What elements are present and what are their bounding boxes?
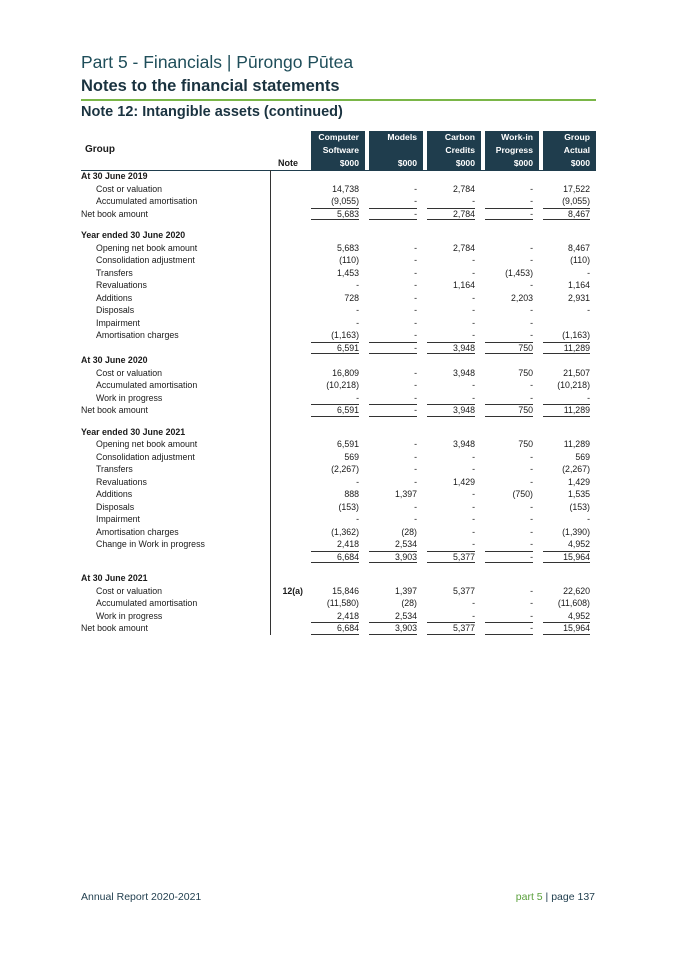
cell-work-in-progress: - xyxy=(530,255,533,265)
cell-models: 2,534 xyxy=(394,539,417,549)
cell-computer-software: (11,580) xyxy=(326,598,359,608)
cell-group-actual: (110) xyxy=(570,255,590,265)
cell-work-in-progress: - xyxy=(530,183,533,194)
cell-work-in-progress: 750 xyxy=(518,439,533,449)
cell-group-actual: (153) xyxy=(569,501,590,512)
cell-work-in-progress: - xyxy=(485,208,533,221)
cell-carbon-credits: 2,784 xyxy=(452,242,475,253)
footer-part: part 5 xyxy=(515,891,543,903)
row-label: Opening net book amount xyxy=(96,439,198,449)
cell-carbon-credits: 5,377 xyxy=(427,551,475,564)
cell-computer-software: 1,453 xyxy=(336,267,359,278)
cell-computer-software: 5,683 xyxy=(311,208,359,221)
cell-computer-software: - xyxy=(356,514,359,524)
table-row xyxy=(81,476,596,489)
column-header-work-in-progress xyxy=(485,131,539,170)
cell-carbon-credits: 5,377 xyxy=(427,622,475,635)
cell-models: - xyxy=(414,242,417,253)
cell-computer-software: (110) xyxy=(339,255,359,265)
cell-carbon-credits: - xyxy=(472,292,475,303)
table-row xyxy=(81,438,596,451)
row-label: Work in progress xyxy=(96,392,163,403)
column-header-line: Software xyxy=(322,145,359,155)
cell-models: (28) xyxy=(401,598,417,608)
row-label: At 30 June 2021 xyxy=(81,573,148,583)
cell-carbon-credits: - xyxy=(472,451,475,462)
cell-carbon-credits: - xyxy=(472,526,475,537)
cell-models: - xyxy=(414,196,417,206)
column-header-line: Progress xyxy=(495,145,533,155)
cell-models: - xyxy=(414,330,417,340)
cell-work-in-progress: 750 xyxy=(485,404,533,417)
cell-work-in-progress: - xyxy=(530,464,533,474)
cell-group-actual: 1,164 xyxy=(567,280,590,290)
row-label: Accumulated amortisation xyxy=(96,380,198,390)
cell-models: - xyxy=(414,255,417,265)
cell-carbon-credits: 2,784 xyxy=(427,208,475,221)
cell-work-in-progress: - xyxy=(530,610,533,621)
subtotal-row xyxy=(81,342,596,355)
section-heading-row xyxy=(81,426,596,439)
column-header-line: Actual xyxy=(563,145,590,155)
cell-work-in-progress: - xyxy=(530,526,533,537)
cell-models: (28) xyxy=(401,526,417,537)
row-spacer xyxy=(81,563,596,572)
row-label: Revaluations xyxy=(96,476,147,487)
cell-work-in-progress: - xyxy=(530,330,533,340)
column-header-line: $000 xyxy=(339,158,359,168)
table-row xyxy=(81,610,596,623)
row-label: Impairment xyxy=(96,317,140,328)
table-row xyxy=(81,585,596,598)
cell-group-actual: 15,964 xyxy=(543,622,590,635)
cell-computer-software: 6,684 xyxy=(311,622,359,635)
cell-models: - xyxy=(369,342,417,355)
part-title: Part 5 - Financials | Pūrongo Pūtea xyxy=(81,52,354,72)
cell-carbon-credits: - xyxy=(472,392,475,403)
group-label: Group xyxy=(85,144,115,155)
cell-carbon-credits: - xyxy=(472,489,475,499)
column-header-line: Credits xyxy=(445,145,475,155)
column-header-computer-software xyxy=(311,131,365,170)
table-row xyxy=(81,501,596,514)
cell-carbon-credits: - xyxy=(472,598,475,608)
row-label: At 30 June 2020 xyxy=(81,355,148,365)
cell-carbon-credits: - xyxy=(472,514,475,524)
row-label: Amortisation charges xyxy=(96,330,179,340)
cell-work-in-progress: - xyxy=(530,280,533,290)
row-label: Consolidation adjustment xyxy=(96,255,195,265)
cell-work-in-progress: - xyxy=(530,476,533,487)
cell-work-in-progress: - xyxy=(530,392,533,403)
cell-group-actual: (9,055) xyxy=(562,196,590,206)
column-header-carbon-credits xyxy=(427,131,481,170)
cell-models: - xyxy=(414,464,417,474)
cell-computer-software: 569 xyxy=(344,451,359,462)
cell-models: - xyxy=(414,280,417,290)
cell-group-actual: 22,620 xyxy=(563,585,590,596)
column-header-line: $000 xyxy=(397,158,417,168)
cell-models: - xyxy=(414,292,417,303)
cell-models: 1,397 xyxy=(394,489,417,499)
cell-computer-software: 888 xyxy=(344,489,359,499)
table-row xyxy=(81,526,596,539)
row-label: Cost or valuation xyxy=(96,367,163,378)
cell-group-actual: - xyxy=(587,267,590,278)
cell-computer-software: (10,218) xyxy=(326,380,359,390)
cell-carbon-credits: 1,164 xyxy=(452,280,475,290)
cell-group-actual: 21,507 xyxy=(563,367,590,378)
table-body xyxy=(81,170,596,635)
row-label: Change in Work in progress xyxy=(96,539,205,549)
cell-group-actual: 4,952 xyxy=(567,539,590,549)
cell-carbon-credits: - xyxy=(472,255,475,265)
cell-computer-software: - xyxy=(356,317,359,328)
cell-group-actual: 8,467 xyxy=(543,208,590,221)
table-row xyxy=(81,538,596,551)
cell-models: - xyxy=(414,305,417,315)
section-heading-row xyxy=(81,229,596,242)
cell-models: 3,903 xyxy=(369,551,417,564)
row-label: Disposals xyxy=(96,305,135,315)
table-row xyxy=(81,329,596,342)
cell-group-actual: (11,608) xyxy=(557,598,590,608)
table-row xyxy=(81,304,596,317)
cell-work-in-progress: - xyxy=(530,585,533,596)
column-header-line: $000 xyxy=(455,158,475,168)
row-spacer xyxy=(81,220,596,229)
cell-models: - xyxy=(414,380,417,390)
cell-work-in-progress: - xyxy=(530,242,533,253)
cell-models: - xyxy=(414,501,417,512)
cell-computer-software: 14,738 xyxy=(332,183,359,194)
cell-work-in-progress: - xyxy=(530,514,533,524)
table-row xyxy=(81,242,596,255)
cell-models: - xyxy=(414,451,417,462)
note-column-header: Note xyxy=(278,158,298,168)
cell-work-in-progress: - xyxy=(530,598,533,608)
row-spacer xyxy=(81,417,596,426)
table-row xyxy=(81,317,596,330)
row-label: Net book amount xyxy=(81,623,148,633)
cell-carbon-credits: - xyxy=(472,610,475,621)
cell-computer-software: 5,683 xyxy=(336,242,359,253)
title-divider xyxy=(81,99,596,101)
cell-computer-software: - xyxy=(356,392,359,403)
cell-computer-software: 6,591 xyxy=(311,342,359,355)
cell-work-in-progress: 750 xyxy=(485,342,533,355)
section-heading-row xyxy=(81,354,596,367)
cell-group-actual: 11,289 xyxy=(543,404,590,417)
footer-report-title: Annual Report 2020-2021 xyxy=(81,891,202,903)
cell-carbon-credits: - xyxy=(472,196,475,206)
subtotal-row xyxy=(81,551,596,564)
cell-carbon-credits: - xyxy=(472,464,475,474)
row-label: Additions xyxy=(96,489,133,499)
cell-group-actual: - xyxy=(587,514,590,524)
cell-carbon-credits: - xyxy=(472,267,475,278)
cell-models: - xyxy=(414,514,417,524)
cell-models: - xyxy=(414,317,417,328)
cell-group-actual: 15,964 xyxy=(543,551,590,564)
table-row xyxy=(81,597,596,610)
row-label: Impairment xyxy=(96,514,140,524)
cell-computer-software: - xyxy=(356,280,359,290)
row-label: Disposals xyxy=(96,501,135,512)
cell-carbon-credits: - xyxy=(472,330,475,340)
row-label: Consolidation adjustment xyxy=(96,451,195,462)
subtotal-row xyxy=(81,208,596,221)
footer-page-number: page 137 xyxy=(551,891,595,903)
cell-group-actual: 11,289 xyxy=(543,342,590,355)
column-header-line: Group xyxy=(564,132,590,142)
cell-work-in-progress: 2,203 xyxy=(510,292,533,303)
cell-carbon-credits: 3,948 xyxy=(427,342,475,355)
subtotal-row xyxy=(81,622,596,635)
subtotal-row xyxy=(81,404,596,417)
row-label: At 30 June 2019 xyxy=(81,171,148,181)
note-title: Note 12: Intangible assets (continued) xyxy=(81,104,343,120)
cell-computer-software: 6,591 xyxy=(336,439,359,449)
column-header-line: Computer xyxy=(318,132,359,142)
cell-work-in-progress: - xyxy=(530,305,533,315)
cell-carbon-credits: 3,948 xyxy=(452,439,475,449)
note-reference: 12(a) xyxy=(282,585,303,596)
intangible-assets-table xyxy=(81,131,596,635)
cell-work-in-progress: - xyxy=(530,539,533,549)
cell-computer-software: (9,055) xyxy=(331,196,359,206)
table-header xyxy=(81,131,596,170)
cell-models: - xyxy=(414,439,417,449)
cell-group-actual: 8,467 xyxy=(567,242,590,253)
cell-group-actual: (1,390) xyxy=(562,526,590,537)
cell-computer-software: (153) xyxy=(338,501,359,512)
row-label: Additions xyxy=(96,292,133,303)
column-header-models xyxy=(369,131,423,170)
row-label: Cost or valuation xyxy=(96,585,163,596)
section-title: Notes to the financial statements xyxy=(81,77,340,95)
cell-work-in-progress: - xyxy=(530,317,533,328)
cell-models: - xyxy=(414,367,417,378)
cell-work-in-progress: - xyxy=(485,622,533,635)
table-row xyxy=(81,379,596,392)
row-label: Accumulated amortisation xyxy=(96,598,198,608)
cell-carbon-credits: - xyxy=(472,501,475,512)
cell-group-actual: 2,931 xyxy=(567,292,590,303)
cell-work-in-progress: - xyxy=(530,501,533,512)
row-label: Accumulated amortisation xyxy=(96,196,198,206)
table-row xyxy=(81,195,596,208)
table-row xyxy=(81,463,596,476)
cell-models: - xyxy=(414,392,417,403)
row-label: Opening net book amount xyxy=(96,242,198,253)
section-heading-row xyxy=(81,572,596,585)
cell-carbon-credits: - xyxy=(472,305,475,315)
row-label: Net book amount xyxy=(81,208,148,219)
row-label: Net book amount xyxy=(81,405,148,415)
column-header-line: $000 xyxy=(513,158,533,168)
cell-work-in-progress: (1,453) xyxy=(505,267,533,278)
cell-carbon-credits: 3,948 xyxy=(452,367,475,378)
cell-computer-software: 15,846 xyxy=(332,585,359,596)
table-row xyxy=(81,513,596,526)
cell-computer-software: - xyxy=(356,476,359,487)
row-label: Amortisation charges xyxy=(96,526,179,537)
cell-carbon-credits: 3,948 xyxy=(427,404,475,417)
cell-models: 3,903 xyxy=(369,622,417,635)
cell-computer-software: (1,163) xyxy=(331,330,359,340)
cell-computer-software: 728 xyxy=(344,292,359,303)
table-row xyxy=(81,183,596,196)
cell-group-actual: 4,952 xyxy=(567,610,590,621)
column-header-line: Models xyxy=(387,132,417,142)
cell-models: 1,397 xyxy=(394,585,417,596)
row-label: Year ended 30 June 2021 xyxy=(81,426,186,437)
cell-models: - xyxy=(414,267,417,278)
cell-work-in-progress: - xyxy=(485,551,533,564)
cell-models: - xyxy=(414,476,417,487)
cell-carbon-credits: 2,784 xyxy=(452,183,475,194)
cell-carbon-credits: - xyxy=(472,539,475,549)
table-row xyxy=(81,279,596,292)
cell-models: - xyxy=(414,183,417,194)
cell-carbon-credits: 1,429 xyxy=(452,476,475,487)
cell-carbon-credits: - xyxy=(472,380,475,390)
cell-work-in-progress: (750) xyxy=(512,489,533,499)
table-row xyxy=(81,292,596,305)
column-header-line: Carbon xyxy=(444,132,475,142)
cell-group-actual: - xyxy=(587,392,590,403)
cell-group-actual: - xyxy=(587,305,590,315)
cell-models: - xyxy=(369,404,417,417)
cell-computer-software: - xyxy=(356,305,359,315)
cell-models: 2,534 xyxy=(394,610,417,621)
row-label: Transfers xyxy=(96,267,133,278)
cell-carbon-credits: 5,377 xyxy=(452,585,475,596)
table-row xyxy=(81,254,596,267)
column-header-group-actual xyxy=(543,131,596,170)
cell-computer-software: (2,267) xyxy=(331,464,359,474)
column-header-line: $000 xyxy=(570,158,590,168)
row-label: Cost or valuation xyxy=(96,183,163,194)
row-label: Revaluations xyxy=(96,280,147,290)
cell-group-actual: (2,267) xyxy=(562,464,590,474)
column-header-line: Work-in xyxy=(501,132,533,142)
footer-separator: | xyxy=(545,891,549,903)
column-header-line xyxy=(369,144,417,157)
cell-carbon-credits: - xyxy=(472,317,475,328)
cell-work-in-progress: - xyxy=(530,451,533,462)
row-label: Year ended 30 June 2020 xyxy=(81,230,186,240)
cell-work-in-progress: - xyxy=(530,380,533,390)
section-heading-row xyxy=(81,170,596,183)
cell-group-actual: 1,429 xyxy=(567,476,590,487)
cell-computer-software: 2,418 xyxy=(336,610,359,621)
cell-group-actual: 17,522 xyxy=(563,183,590,194)
cell-computer-software: 2,418 xyxy=(336,539,359,549)
cell-computer-software: 6,684 xyxy=(311,551,359,564)
cell-group-actual: (10,218) xyxy=(557,380,590,390)
cell-models: - xyxy=(369,208,417,221)
table-row xyxy=(81,392,596,405)
cell-computer-software: (1,362) xyxy=(331,526,359,537)
row-label: Work in progress xyxy=(96,610,163,621)
cell-work-in-progress: 750 xyxy=(518,367,533,378)
cell-computer-software: 16,809 xyxy=(332,367,359,378)
cell-work-in-progress: - xyxy=(530,196,533,206)
cell-group-actual: (1,163) xyxy=(562,330,590,340)
row-label: Transfers xyxy=(96,464,133,474)
table-row xyxy=(81,267,596,280)
cell-computer-software: 6,591 xyxy=(311,404,359,417)
table-row xyxy=(81,488,596,501)
cell-group-actual: 11,289 xyxy=(563,439,590,449)
footer-page-info xyxy=(516,891,595,903)
table-row xyxy=(81,451,596,464)
cell-group-actual: 569 xyxy=(575,451,590,462)
table-row xyxy=(81,367,596,380)
cell-group-actual: 1,535 xyxy=(567,489,590,499)
